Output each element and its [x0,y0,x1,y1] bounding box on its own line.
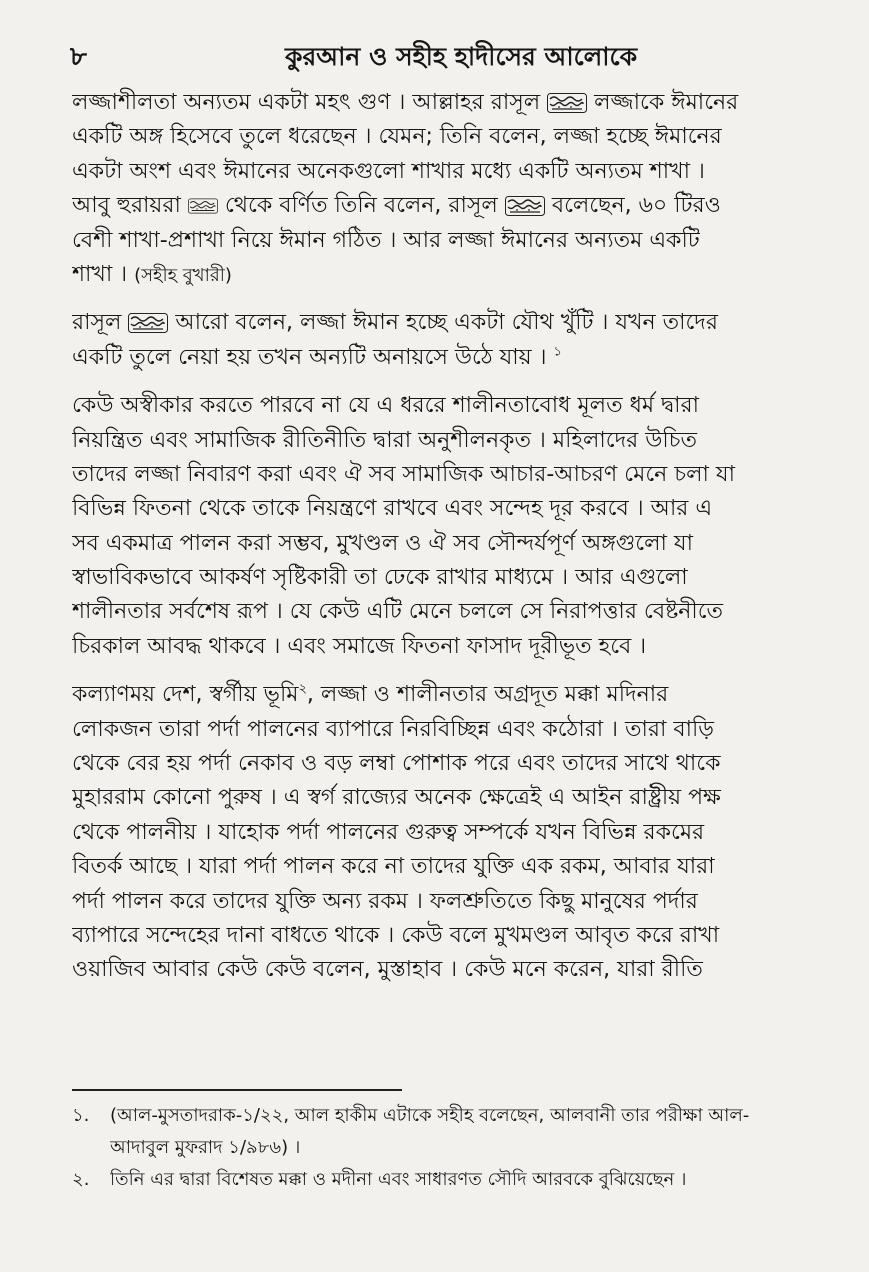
text-run: বিভিন্ন ফিতনা থেকে তাকে নিয়ন্ত্রণে রাখবে এবং সন্দেহ দূর করবে । আর এ [72,496,713,522]
text-run: থেকে বের হয় পর্দা নেকাব ও বড় লম্বা পোশাক পরে এবং তাদের সাথে থাকে [72,751,721,777]
footnote-marker: ১ [553,344,562,360]
text-run: সব একমাত্র পালন করা সম্ভব, মুখণ্ডল ও ঐ সব সৌন্দর্যপূর্ণ অঙ্গগুলো যা [72,530,693,556]
text-run: লোকজন তারা পর্দা পালনের ব্যাপারে নিরবিচ্ছিন্ন এবং কঠোরা । তারা বাড়ি [72,716,715,742]
page-number: ৮ [70,42,87,72]
text-run: লজ্জাশীলতা অন্যতম একটা মহৎ গুণ । আল্লাহর রাসূল [72,90,548,115]
footnote [72,1164,852,1196]
paragraph [72,389,832,664]
text-line [72,816,832,850]
text-line [72,885,832,919]
text-run: লজ্জাকে ঈমানের [587,90,739,115]
text-line [72,678,832,712]
text-run: বিতর্ক আছে । যারা পর্দা পালন করে না তাদের যুক্তি এক রকম, আবার যারা [72,854,715,880]
text-line [72,120,832,154]
salawat-calligraphy-icon [547,93,587,113]
text-line [72,630,832,664]
text-run: নিয়ন্ত্রিত এবং সামাজিক রীতিনীতি দ্বারা অনুশীলনকৃত । মহিলাদের উচিত [72,427,698,453]
paragraph [72,86,832,292]
text-run: ওয়াজিব আবার কেউ কেউ বলেন, মুস্তাহাব । কেউ মনে করেন, যারা রীতি [72,957,703,983]
text-run: আরো বলেন, লজ্জা ঈমান হচ্ছে একটা যৌথ খুঁটি । যখন তাদের [168,310,718,336]
text-line [72,86,832,120]
text-run: শাখা । [72,261,135,287]
text-line [72,189,832,223]
footnote-text [110,1164,686,1196]
text-line [72,527,832,561]
text-line [72,258,832,292]
text-run: চিরকাল আবদ্ধ থাকবে । এবং সমাজে ফিতনা ফাসাদ দূরীভূত হবে । [72,633,647,659]
text-run: পর্দা পালন করে তাদের যুক্তি অন্য রকম । ফলশ্রুতিতে কিছু মানুষের পর্দার [72,888,698,914]
text-run: স্বাভাবিকভাবে আকর্ষণ সৃষ্টিকারী তা ঢেকে রাখার মাধ্যমে । আর এগুলো [72,565,688,591]
text-line [72,458,832,492]
text-line [72,781,832,815]
footnote-divider [72,1089,402,1091]
text-run: কল্যাণময় দেশ, স্বর্গীয় ভূমি [72,682,299,708]
text-run: একটা অংশ এবং ঈমানের অনেকগুলো শাখার মধ্যে একটি অন্যতম শাখা । [72,158,705,184]
body-text [72,86,832,1002]
footnote [72,1100,852,1164]
text-line [72,919,832,953]
paragraph [72,306,832,375]
text-run: তাদের লজ্জা নিবারণ করা এবং ঐ সব সামাজিক আচার-আচরণ মেনে চলা যা [72,461,735,487]
footnote-line: তিনি এর দ্বারা বিশেষত মক্কা ও মদীনা এবং সাধারণত সৌদি আরবকে বুঝিয়েছেন । [110,1169,687,1190]
text-line [72,850,832,884]
text-run: কেউ অস্বীকার করতে পারবে না যে এ ধররে শালীনতাবোধ মূলত ধর্ম দ্বারা [72,393,700,419]
text-line [72,306,832,340]
footnote-line: আদাবুল মুফরাদ ১/৯৮৬) । [110,1137,301,1158]
radiallahu-anhu-calligraphy-icon [188,196,218,216]
text-line [72,713,832,747]
footnotes [72,1100,852,1196]
footnote-line: (আল-মুসতাদরাক-১/২২, আল হাকীম এটাকে সহীহ বলেছেন, আলবানী তার পরীক্ষা আল- [110,1105,750,1126]
text-line [72,389,832,423]
text-run: বলেছেন, ৬০ টিরও [544,193,721,219]
text-run: , লজ্জা ও শালীনতার অগ্রদূত মক্কা মদিনার [306,682,669,708]
text-line [72,953,832,987]
salawat-calligraphy-icon [128,313,168,333]
text-run: বেশী শাখা-প্রশাখা নিয়ে ঈমান গঠিত । আর লজ্জা ঈমানের অন্যতম একটি [72,227,700,253]
citation: (সহীহ বুখারী) [134,264,232,286]
text-line [72,341,832,375]
text-line [72,424,832,458]
text-run: একটি অঙ্গ হিসেবে তুলে ধরেছেন । যেমন; তিনি বলেন, লজ্জা হচ্ছে ঈমানের [72,124,722,150]
text-run: থেকে বর্ণিত তিনি বলেন, রাসূল [217,193,505,219]
salawat-calligraphy-icon [505,196,545,216]
running-title: কুরআন ও সহীহ হাদীসের আলোকে [285,42,638,71]
text-run: আবু হুরায়রা [72,193,188,219]
text-line [72,492,832,526]
text-line [72,224,832,258]
text-run: রাসূল [72,310,129,336]
footnote-text [110,1100,749,1164]
text-run: একটি তুলে নেয়া হয় তখন অন্যটি অনায়সে উঠে যায় । [72,344,554,370]
text-run: ব্যাপারে সন্দেহের দানা বাধতে থাকে । কেউ বলে মুখমণ্ডল আবৃত করে রাখা [72,922,720,948]
text-run: থেকে পালনীয় । যাহোক পর্দা পালনের গুরুত্ব সম্পর্কে যখন বিভিন্ন রকমের [72,819,705,845]
text-run: মুহাররাম কোনো পুরুষ । এ স্বর্গ রাজ্যের অনেক ক্ষেত্রেই এ আইন রাষ্ট্রীয় পক্ষ [72,785,721,811]
text-line [72,155,832,189]
footnote-marker: ২ [298,681,307,697]
footnote-number: ১. [72,1105,90,1126]
footnote-number: ২. [72,1169,90,1190]
text-line [72,595,832,629]
paragraph [72,678,832,988]
text-run: শালীনতার সর্বশেষ রূপ । যে কেউ এটি মেনে চললে সে নিরাপত্তার বেষ্টনীতে [72,599,724,625]
text-line [72,561,832,595]
text-line [72,747,832,781]
